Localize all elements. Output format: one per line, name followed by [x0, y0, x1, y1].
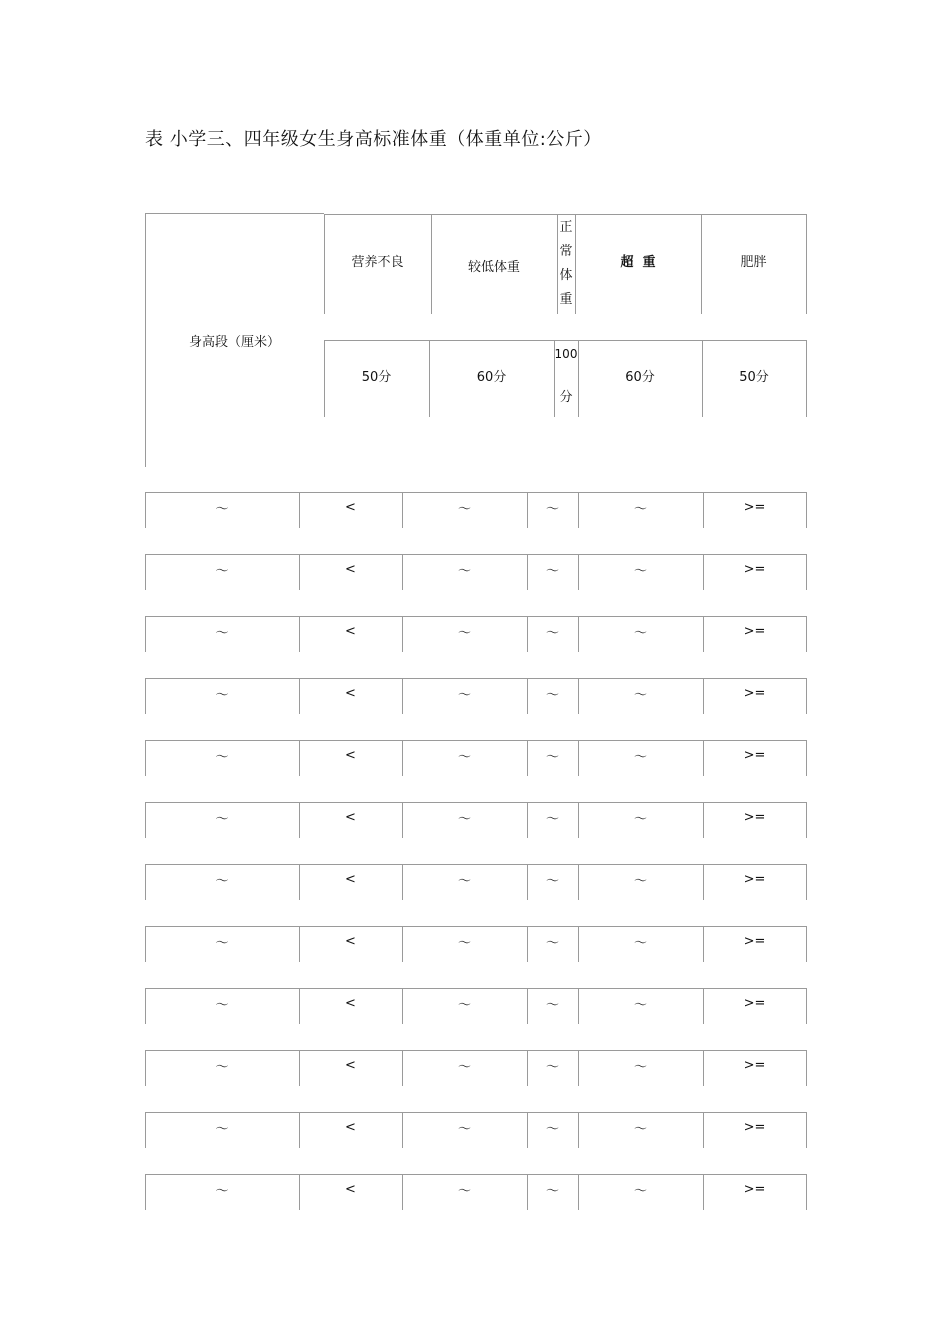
- table-cell: ～: [215, 873, 229, 889]
- rule: [806, 1112, 807, 1148]
- rule: [806, 926, 807, 962]
- rule: [806, 988, 807, 1024]
- rule: [806, 802, 807, 838]
- category-overweight: 超 重: [620, 254, 656, 270]
- rule: [806, 340, 807, 417]
- height-range-header: 身高段（厘米）: [188, 334, 280, 350]
- table-cell: ～: [457, 1059, 471, 1075]
- table-cell: ～: [633, 811, 647, 827]
- table-cell: ～: [457, 625, 471, 641]
- rule: [145, 1050, 806, 1051]
- table-cell: ～: [215, 811, 229, 827]
- normal-char: 体: [559, 268, 573, 283]
- normal-char: 常: [559, 244, 573, 259]
- table-cell: <: [345, 499, 356, 515]
- table-cell: >=: [743, 933, 766, 949]
- category-low-weight: 较低体重: [467, 259, 520, 275]
- table-cell: ～: [215, 563, 229, 579]
- rule: [145, 926, 806, 927]
- table-cell: ～: [457, 501, 471, 517]
- score-obese: 50分: [739, 369, 769, 385]
- table-cell: ～: [545, 687, 559, 703]
- table-cell: ～: [633, 1121, 647, 1137]
- rule: [806, 678, 807, 714]
- table-cell: ～: [215, 1121, 229, 1137]
- table-cell: <: [345, 933, 356, 949]
- table-cell: <: [345, 1119, 356, 1135]
- rule: [806, 492, 807, 528]
- table-cell: ～: [215, 1183, 229, 1199]
- table-cell: ～: [457, 749, 471, 765]
- table-cell: ～: [633, 625, 647, 641]
- table-cell: ～: [457, 1121, 471, 1137]
- table-cell: >=: [743, 499, 766, 515]
- table-cell: ～: [545, 501, 559, 517]
- table-cell: ～: [545, 1121, 559, 1137]
- table-cell: ～: [545, 1183, 559, 1199]
- score-malnutrition: 50分: [361, 369, 392, 385]
- table-cell: ～: [633, 687, 647, 703]
- rule: [145, 616, 806, 617]
- table-cell: ～: [633, 935, 647, 951]
- rule: [806, 616, 807, 652]
- category-normal-weight: [557, 216, 575, 312]
- table-cell: <: [345, 1181, 356, 1197]
- rule: [324, 214, 806, 215]
- table-cell: >=: [743, 561, 766, 577]
- table-cell: ～: [633, 749, 647, 765]
- category-obese: 肥胖: [740, 254, 767, 270]
- table-cell: <: [345, 747, 356, 763]
- table-cell: >=: [743, 747, 766, 763]
- table-cell: ～: [215, 1059, 229, 1075]
- table-cell: ～: [633, 997, 647, 1013]
- table-cell: >=: [743, 623, 766, 639]
- table-cell: ～: [545, 997, 559, 1013]
- rule: [806, 740, 807, 776]
- score-normal-value: 100: [554, 347, 578, 361]
- table-cell: ～: [545, 1059, 559, 1075]
- table-cell: >=: [743, 1057, 766, 1073]
- rule: [806, 214, 807, 314]
- table-cell: ～: [457, 811, 471, 827]
- rule: [324, 340, 806, 341]
- table-cell: ～: [457, 873, 471, 889]
- table-cell: ～: [633, 1059, 647, 1075]
- table-cell: ～: [215, 997, 229, 1013]
- table-cell: >=: [743, 1119, 766, 1135]
- rule: [145, 740, 806, 741]
- table-cell: ～: [633, 1183, 647, 1199]
- table-cell: ～: [215, 501, 229, 517]
- score-normal-unit: 分: [559, 389, 573, 405]
- table-cell: <: [345, 561, 356, 577]
- table-cell: <: [345, 809, 356, 825]
- table-cell: ～: [215, 749, 229, 765]
- table-cell: >=: [743, 995, 766, 1011]
- rule: [145, 678, 806, 679]
- table-cell: <: [345, 1057, 356, 1073]
- rule: [145, 492, 806, 493]
- rule: [145, 213, 324, 214]
- rule: [806, 1174, 807, 1210]
- table-cell: ～: [545, 563, 559, 579]
- table-cell: >=: [743, 871, 766, 887]
- table-cell: >=: [743, 685, 766, 701]
- rule: [145, 988, 806, 989]
- rule: [145, 554, 806, 555]
- table-cell: ～: [215, 625, 229, 641]
- rule: [806, 554, 807, 590]
- table-cell: <: [345, 623, 356, 639]
- table-cell: ～: [633, 501, 647, 517]
- table-cell: ～: [545, 749, 559, 765]
- table-cell: ～: [457, 687, 471, 703]
- score-overweight: 60分: [625, 369, 655, 385]
- table-cell: <: [345, 685, 356, 701]
- rule: [145, 1174, 806, 1175]
- table-cell: ～: [545, 811, 559, 827]
- table-cell: ～: [457, 1183, 471, 1199]
- rule: [806, 864, 807, 900]
- table-cell: >=: [743, 809, 766, 825]
- table-cell: ～: [457, 563, 471, 579]
- table-cell: ～: [457, 935, 471, 951]
- normal-char: 重: [559, 292, 573, 307]
- table-cell: ～: [545, 625, 559, 641]
- score-low-weight: 60分: [476, 369, 507, 385]
- rule: [145, 1112, 806, 1113]
- rule: [806, 1050, 807, 1086]
- table-cell: ～: [215, 935, 229, 951]
- table-cell: >=: [743, 1181, 766, 1197]
- page-title: 表 小学三、四年级女生身高标准体重（体重单位:公斤）: [145, 129, 602, 150]
- normal-char: 正: [559, 220, 573, 235]
- table-cell: ～: [545, 935, 559, 951]
- table-cell: ～: [457, 997, 471, 1013]
- category-malnutrition: 营养不良: [351, 254, 404, 270]
- table-cell: ～: [633, 563, 647, 579]
- rule: [145, 802, 806, 803]
- rule: [145, 864, 806, 865]
- table-cell: ～: [633, 873, 647, 889]
- table-cell: ～: [215, 687, 229, 703]
- table-cell: <: [345, 995, 356, 1011]
- table-cell: ～: [545, 873, 559, 889]
- table-cell: <: [345, 871, 356, 887]
